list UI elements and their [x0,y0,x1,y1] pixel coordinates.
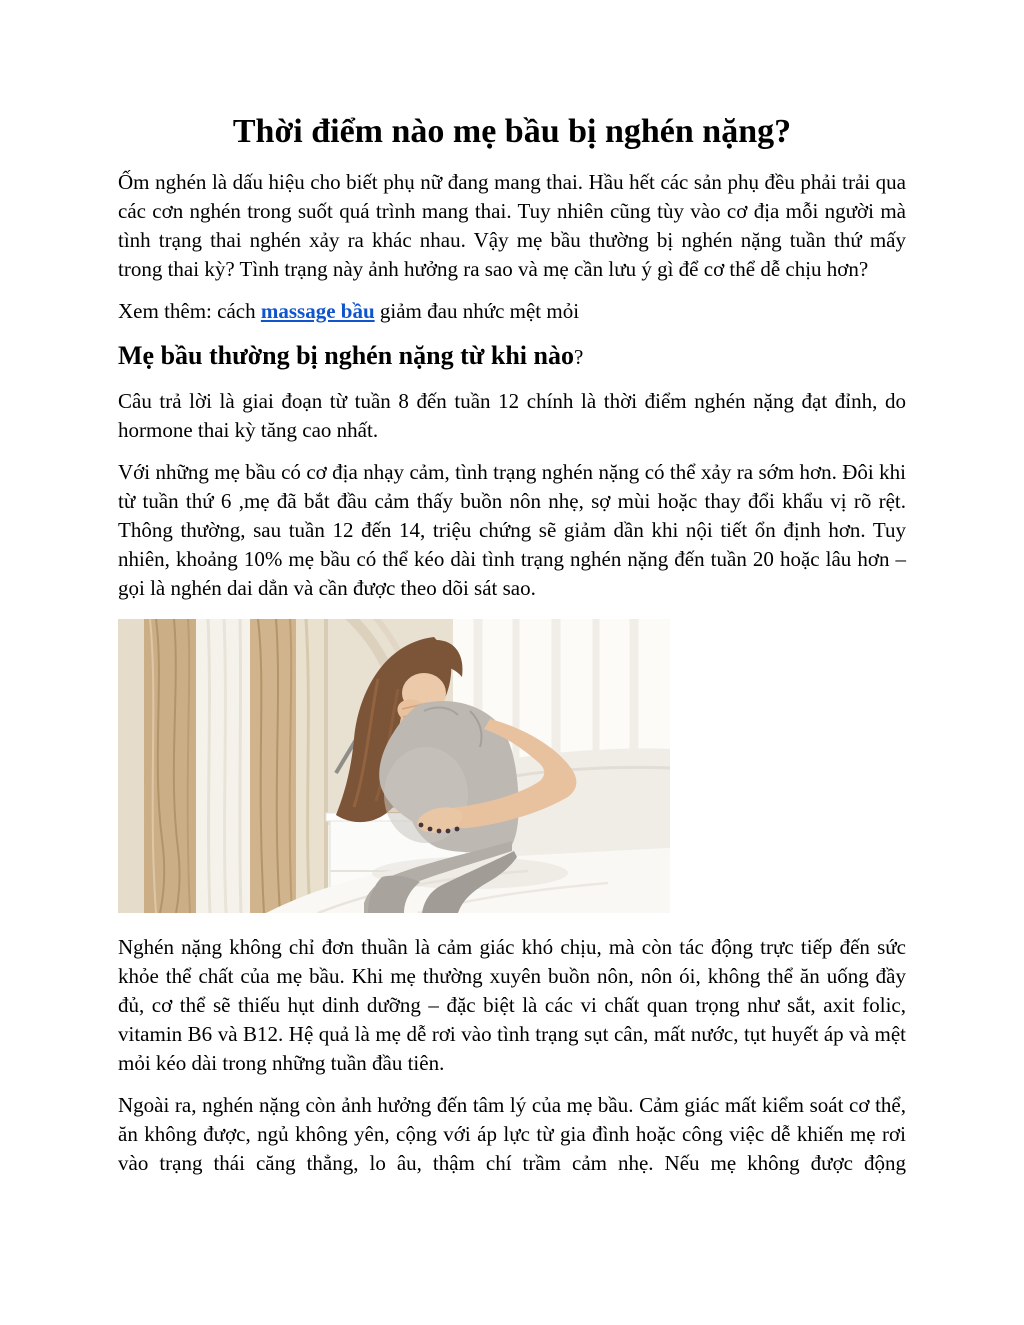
detail-paragraph: Với những mẹ bầu có cơ địa nhạy cảm, tình trạng nghén nặng có thể xảy ra sớm hơn. Đôi khi từ tuần thứ 6 ,mẹ đã bắt đầu cảm thấy buồn nôn nhẹ, sợ mùi hoặc thay đổi khẩu vị rõ rệt. Thông thường, sau tuần 12 đến 14, triệu chứng sẽ giảm dần khi nội tiết ổn định hơn. Tuy nhiên, khoảng 10% mẹ bầu có thể kéo dài tình trạng nghén nặng đến tuần 20 hoặc lâu hơn – gọi là nghén dai dẳn và cần được theo dõi sát sao. [118,460,906,600]
see-more-prefix: Xem thêm: cách [118,299,261,323]
page-title: Thời điểm nào mẹ bầu bị nghén nặng? [232,113,792,150]
section-heading-text: Mẹ bầu thường bị nghén nặng từ khi nào [118,341,574,370]
section-heading [118,340,906,373]
section-heading-question-mark: ? [573,345,584,369]
answer-paragraph: Câu trả lời là giai đoạn từ tuần 8 đến tuần 12 chính là thời điểm nghén nặng đạt đỉnh, do hormone thai kỳ tăng cao nhất. [118,389,906,442]
see-more-line [118,297,906,326]
article-image [118,619,670,913]
bedroom-curtains [118,619,324,913]
mental-impact-paragraph: Ngoài ra, nghén nặng còn ảnh hưởng đến tâm lý của mẹ bầu. Cảm giác mất kiểm soát cơ thể, ăn không được, ngủ không yên, cộng với áp lực từ gia đình hoặc công việc dễ khiến mẹ rơi vào trạng thái căng thẳng, lo âu, thậm chí trầm cảm nhẹ. Nếu mẹ không được động [118,1093,906,1175]
intro-paragraph: Ốm nghén là dấu hiệu cho biết phụ nữ đang mang thai. Hầu hết các sản phụ đều phải trải qua các cơn nghén trong suốt quá trình mang thai. Tuy nhiên cũng tùy vào cơ địa mỗi người mà tình trạng thai nghén xảy ra khác nhau. Vậy mẹ bầu thường bị nghén nặng tuần thứ mấy trong thai kỳ? Tình trạng này ảnh hưởng ra sao và mẹ cần lưu ý gì để cơ thể dễ chịu hơn? [118,170,906,281]
physical-impact-paragraph: Nghén nặng không chỉ đơn thuần là cảm giác khó chịu, mà còn tác động trực tiếp đến sức khỏe thể chất của mẹ bầu. Khi mẹ thường xuyên buồn nôn, nôn ói, không thể ăn uống đầy đủ, cơ thể sẽ thiếu hụt dinh dưỡng – đặc biệt là các vi chất quan trọng như sắt, axit folic, vitamin B6 và B12. Hệ quả là mẹ dễ rơi vào tình trạng sụt cân, mất nước, tụt huyết áp và mệt mỏi kéo dài trong những tuần đầu tiên. [118,935,906,1075]
massage-bau-link[interactable]: massage bầu [260,299,375,323]
see-more-suffix: giảm đau nhức mệt mỏi [374,299,580,323]
